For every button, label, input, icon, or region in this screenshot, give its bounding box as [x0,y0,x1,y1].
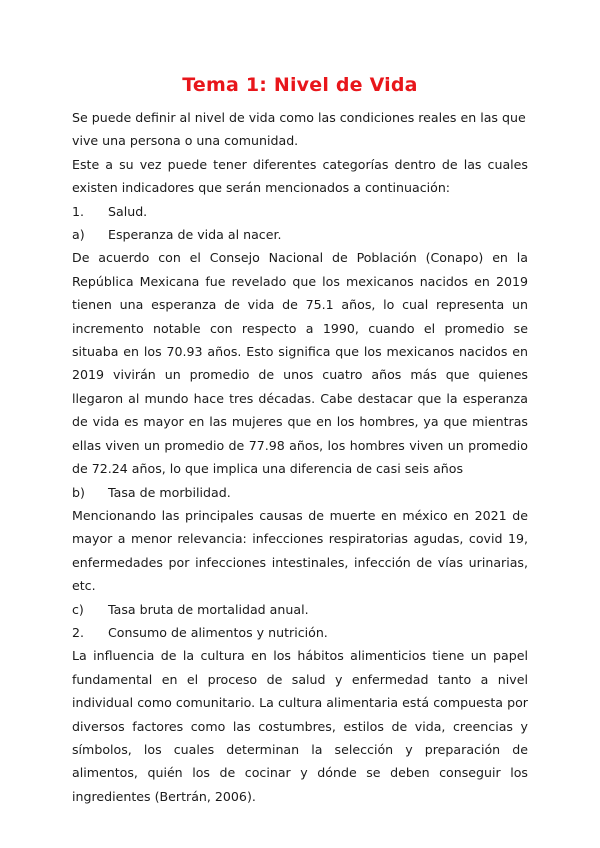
list-item-label: Esperanza de vida al nacer. [108,227,282,243]
list-item-consumo [72,621,528,644]
list-marker: 2. [72,624,85,640]
morbilidad-paragraph: Mencionando las principales causas de muerte en méxico en 2021 de mayor a menor relevancia: infecciones respiratorias agudas, covid 19, enfermedades por infecciones intestinales, infección de vías urinarias, etc. [72,507,528,594]
list-marker: c) [72,601,84,617]
list-item-label: Tasa bruta de mortalidad anual. [108,601,309,617]
intro-paragraph-1: Se puede definir al nivel de vida como las condiciones reales en las que vive una persona o una comunidad. [72,110,526,149]
list-item-mortalidad [72,598,528,621]
consumo-paragraph: La influencia de la cultura en los hábitos alimenticios tiene un papel fundamental en el proceso de salud y enfermedad tanto a nivel individual como comunitario. La cultura alimentaria está compuesta por diversos factores como las costumbres, estilos de vida, creencias y símbolos, los cuales determinan la selección y preparación de alimentos, quién los de cocinar y dónde se deben conseguir los ingredientes (Bertrán, 2006). [72,648,528,804]
list-marker: b) [72,484,85,500]
list-item-label: Tasa de morbilidad. [108,484,231,500]
list-marker: 1. [72,203,85,219]
esperanza-paragraph: De acuerdo con el Consejo Nacional de Población (Conapo) en la República Mexicana fue revelado que los mexicanos nacidos en 2019 tienen una esperanza de vida de 75.1 años, lo cual representa un incremento notable con respecto a 1990, cuando el promedio se situaba en los 70.93 años. Esto significa que los mexicanos nacidos en 2019 vivirán un promedio de unos cuatro años más que quienes llegaron al mundo hace tres décadas. Cabe destacar que la esperanza de vida es mayor en las mujeres que en los hombres, ya que mientras ellas viven un promedio de 77.98 años, los hombres viven un promedio de 72.24 años, lo que implica una diferencia de casi seis años [72,250,528,477]
list-item-morbilidad [72,481,528,504]
list-item-label: Salud. [108,203,148,219]
intro-paragraph-2: Este a su vez puede tener diferentes categorías dentro de las cuales existen indicadores que serán mencionados a continuación: [72,156,528,196]
list-marker: a) [72,227,85,243]
list-item-label: Consumo de alimentos y nutrición. [108,624,328,640]
list-item-esperanza [72,223,528,246]
list-item-salud [72,200,528,223]
document-page [72,74,528,808]
page-title: Tema 1: Nivel de Vida [182,74,418,96]
